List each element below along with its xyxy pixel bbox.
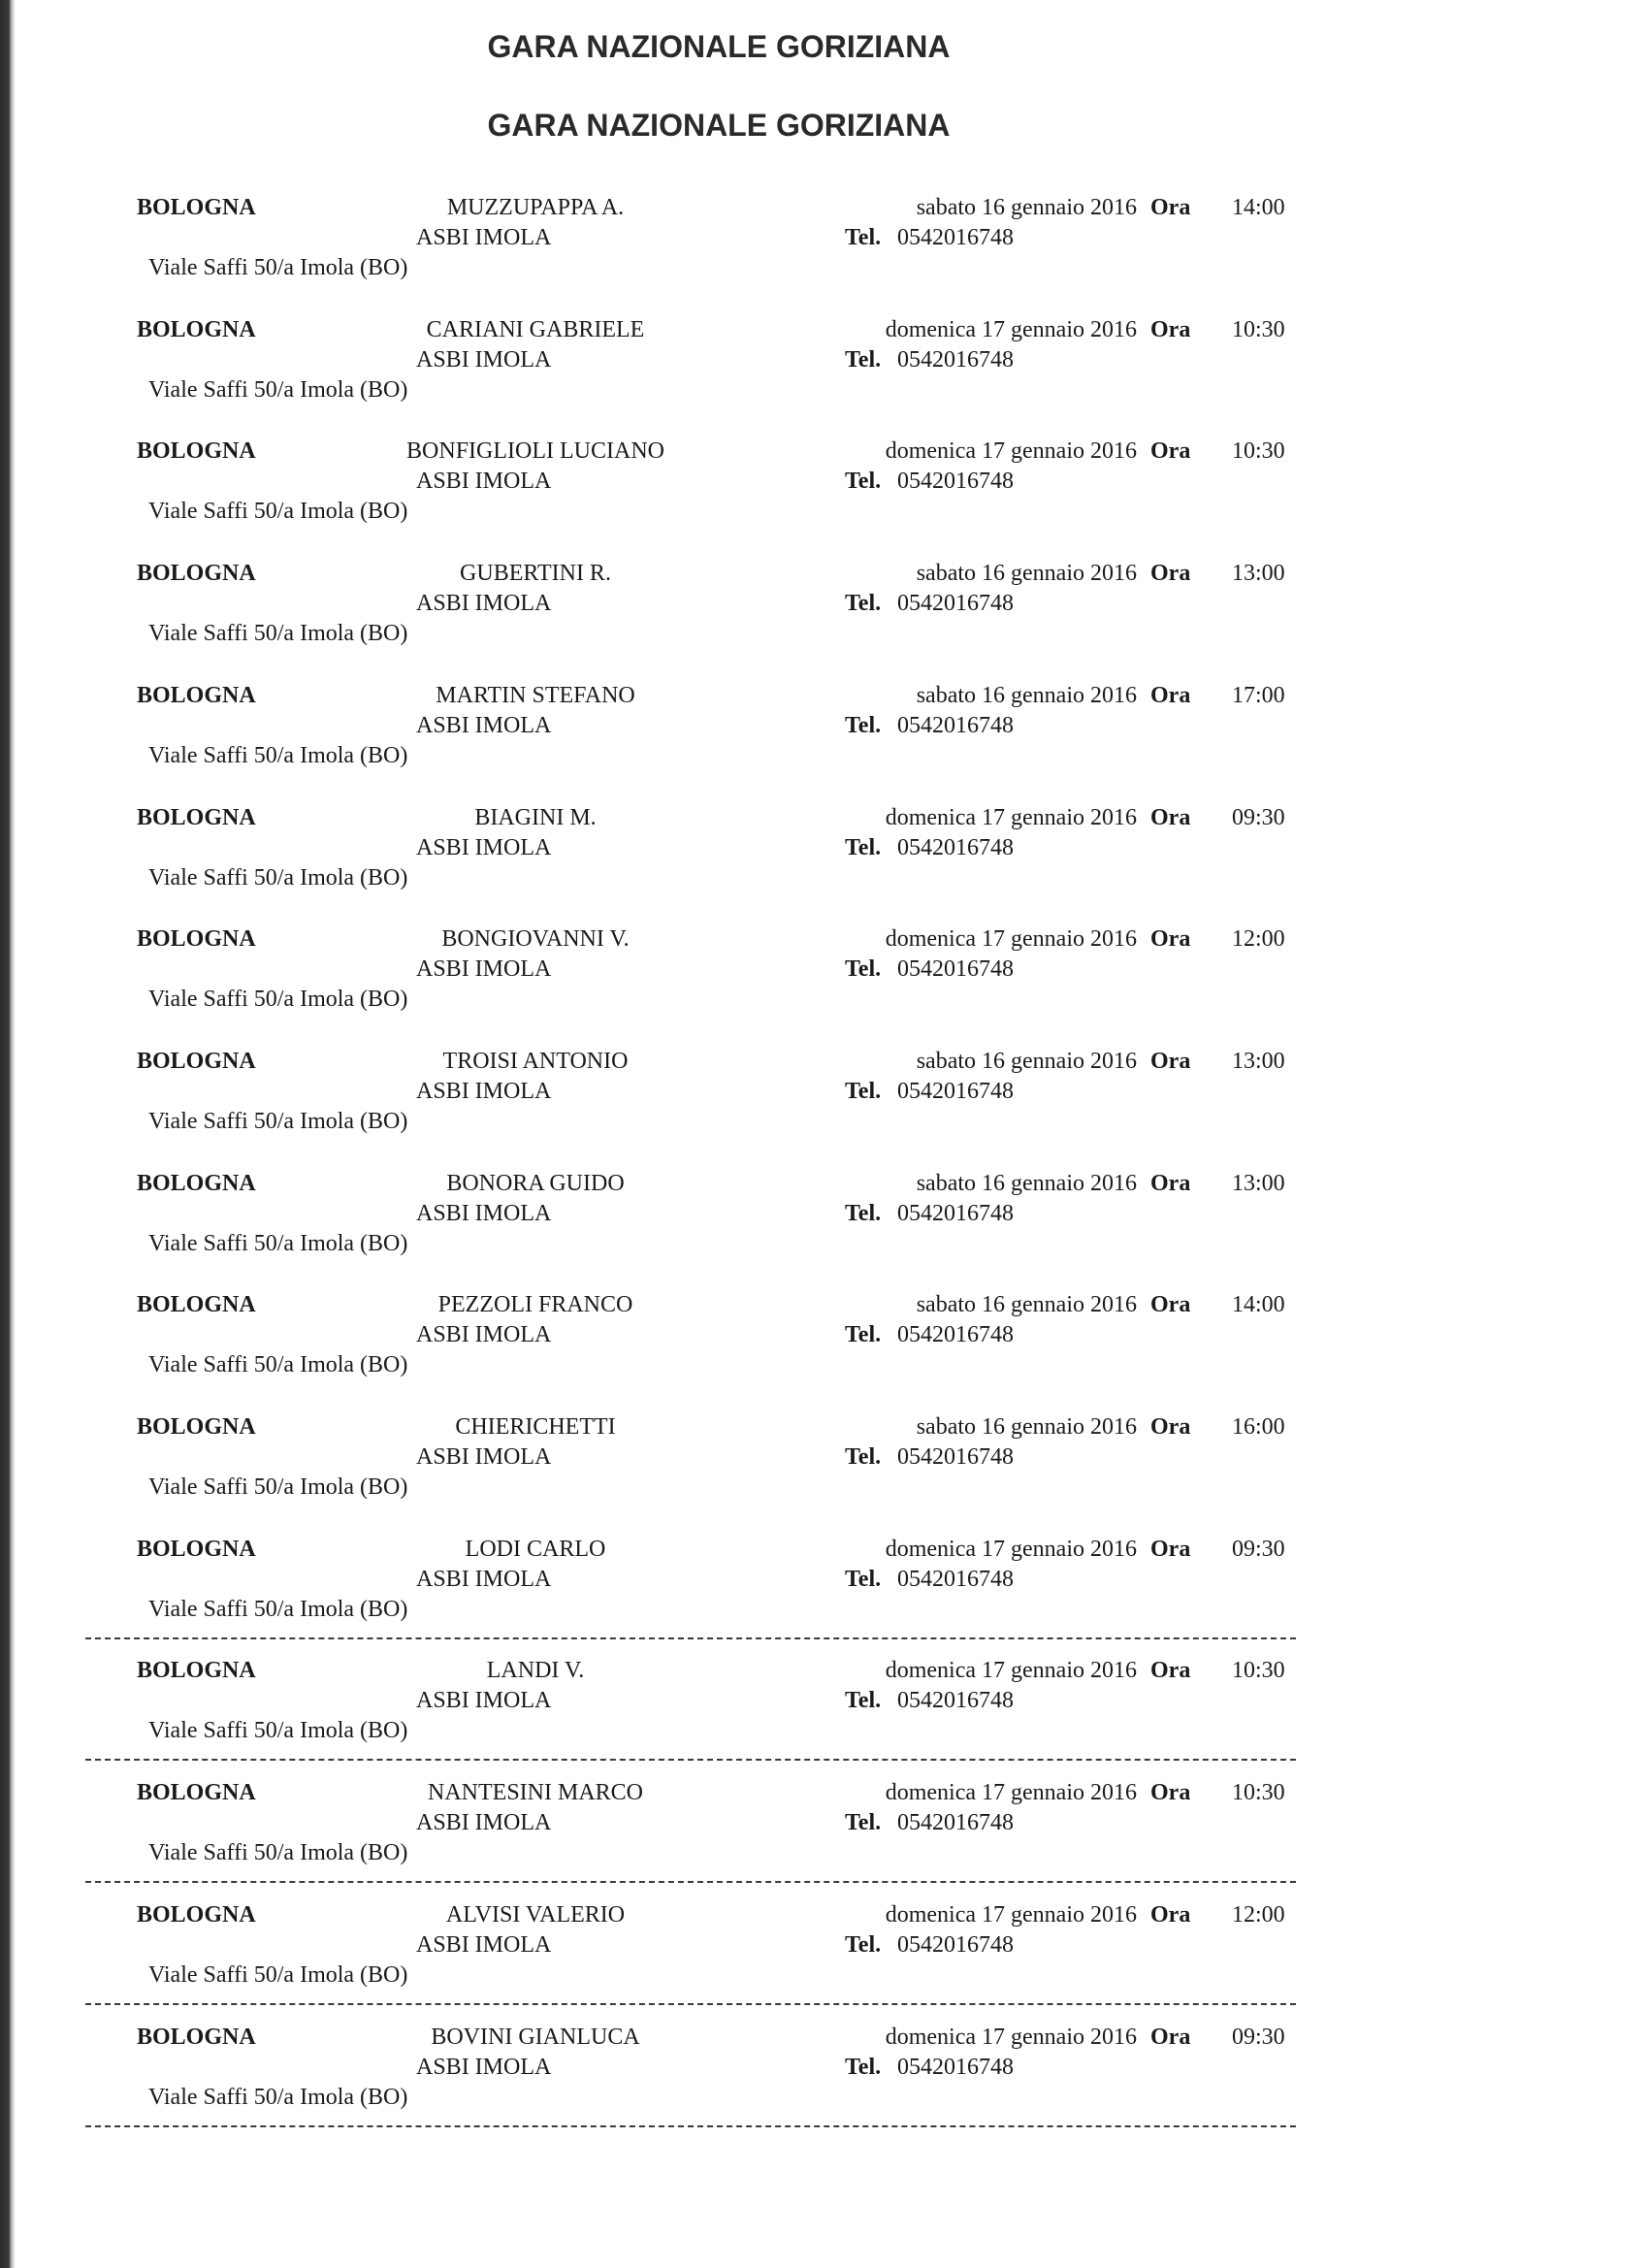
ora-label: Ora [1150, 1049, 1191, 1074]
tel-number: 0542016748 [897, 956, 1014, 982]
tel-number: 0542016748 [897, 347, 1014, 373]
tel-label: Tel. [845, 347, 882, 373]
tel-label: Tel. [845, 1810, 882, 1835]
player-name: LANDI V. [486, 1658, 585, 1683]
event-time: 10:30 [1232, 1658, 1285, 1683]
club-name: ASBI IMOLA [416, 1932, 552, 1958]
address: Viale Saffi 50/a Imola (BO) [148, 1231, 408, 1256]
city-label: BOLOGNA [137, 2025, 256, 2050]
event-time: 13:00 [1232, 1049, 1285, 1074]
ora-label: Ora [1150, 1292, 1191, 1317]
tel-number: 0542016748 [897, 2055, 1014, 2080]
address: Viale Saffi 50/a Imola (BO) [148, 1352, 408, 1377]
city-label: BOLOGNA [137, 1414, 256, 1440]
club-name: ASBI IMOLA [416, 1567, 552, 1592]
dashed-separator [85, 2003, 1296, 2005]
tel-label: Tel. [845, 713, 882, 738]
tel-label: Tel. [845, 2055, 882, 2080]
player-name: BOVINI GIANLUCA [431, 2025, 640, 2050]
address: Viale Saffi 50/a Imola (BO) [148, 1840, 408, 1865]
city-label: BOLOGNA [137, 561, 256, 586]
address: Viale Saffi 50/a Imola (BO) [148, 865, 408, 891]
tel-number: 0542016748 [897, 1322, 1014, 1347]
city-label: BOLOGNA [137, 438, 256, 464]
tel-number: 0542016748 [897, 1079, 1014, 1104]
event-date: sabato 16 gennaio 2016 [916, 1171, 1137, 1196]
club-name: ASBI IMOLA [416, 1079, 552, 1104]
tel-label: Tel. [845, 469, 882, 494]
club-name: ASBI IMOLA [416, 2055, 552, 2080]
dashed-separator [85, 2125, 1296, 2127]
player-name: NANTESINI MARCO [428, 1780, 643, 1805]
tel-number: 0542016748 [897, 1444, 1014, 1470]
club-name: ASBI IMOLA [416, 469, 552, 494]
address: Viale Saffi 50/a Imola (BO) [148, 2085, 408, 2110]
event-time: 10:30 [1232, 438, 1285, 464]
event-time: 17:00 [1232, 683, 1285, 708]
tel-label: Tel. [845, 1322, 882, 1347]
list-item [0, 2023, 1649, 2129]
event-time: 09:30 [1232, 2025, 1285, 2050]
tel-label: Tel. [845, 956, 882, 982]
tel-number: 0542016748 [897, 713, 1014, 738]
city-label: BOLOGNA [137, 683, 256, 708]
address: Viale Saffi 50/a Imola (BO) [148, 255, 408, 280]
tel-number: 0542016748 [897, 469, 1014, 494]
tel-number: 0542016748 [897, 1201, 1014, 1226]
tel-label: Tel. [845, 1079, 882, 1104]
address: Viale Saffi 50/a Imola (BO) [148, 743, 408, 768]
ora-label: Ora [1150, 561, 1191, 586]
event-date: domenica 17 gennaio 2016 [885, 2025, 1137, 2050]
list-item [0, 559, 1649, 665]
player-name: LODI CARLO [465, 1537, 606, 1562]
event-date: domenica 17 gennaio 2016 [885, 1658, 1137, 1683]
player-name: MARTIN STEFANO [436, 683, 635, 708]
club-name: ASBI IMOLA [416, 1201, 552, 1226]
event-time: 12:00 [1232, 926, 1285, 952]
tel-label: Tel. [845, 1688, 882, 1713]
city-label: BOLOGNA [137, 805, 256, 830]
tel-label: Tel. [845, 1567, 882, 1592]
ora-label: Ora [1150, 317, 1191, 342]
event-time: 13:00 [1232, 561, 1285, 586]
ora-label: Ora [1150, 926, 1191, 952]
tel-label: Tel. [845, 1932, 882, 1958]
club-name: ASBI IMOLA [416, 835, 552, 860]
city-label: BOLOGNA [137, 317, 256, 342]
event-time: 09:30 [1232, 1537, 1285, 1562]
player-name: BIAGINI M. [474, 805, 597, 830]
list-item [0, 1535, 1649, 1641]
address: Viale Saffi 50/a Imola (BO) [148, 621, 408, 646]
player-name: CHIERICHETTI [455, 1414, 616, 1440]
list-item [0, 437, 1649, 543]
city-label: BOLOGNA [137, 195, 256, 220]
event-time: 13:00 [1232, 1171, 1285, 1196]
tel-number: 0542016748 [897, 1932, 1014, 1958]
list-item [0, 803, 1649, 910]
club-name: ASBI IMOLA [416, 1810, 552, 1835]
city-label: BOLOGNA [137, 1292, 256, 1317]
city-label: BOLOGNA [137, 1171, 256, 1196]
club-name: ASBI IMOLA [416, 225, 552, 250]
event-time: 14:00 [1232, 1292, 1285, 1317]
dashed-separator [85, 1637, 1296, 1639]
list-item [0, 315, 1649, 422]
tel-number: 0542016748 [897, 1567, 1014, 1592]
city-label: BOLOGNA [137, 1049, 256, 1074]
document-title: GARA NAZIONALE GORIZIANA [487, 29, 951, 64]
address: Viale Saffi 50/a Imola (BO) [148, 1474, 408, 1500]
event-time: 10:30 [1232, 1780, 1285, 1805]
event-date: domenica 17 gennaio 2016 [885, 805, 1137, 830]
address: Viale Saffi 50/a Imola (BO) [148, 1718, 408, 1743]
club-name: ASBI IMOLA [416, 1322, 552, 1347]
dashed-separator [85, 1881, 1296, 1883]
club-name: ASBI IMOLA [416, 347, 552, 373]
player-name: ALVISI VALERIO [445, 1902, 626, 1928]
ora-label: Ora [1150, 1780, 1191, 1805]
list-item [0, 924, 1649, 1031]
player-name: BONFIGLIOLI LUCIANO [406, 438, 664, 464]
tel-number: 0542016748 [897, 1810, 1014, 1835]
player-name: GUBERTINI R. [460, 561, 611, 586]
ora-label: Ora [1150, 1537, 1191, 1562]
ora-label: Ora [1150, 1902, 1191, 1928]
event-date: sabato 16 gennaio 2016 [916, 1414, 1137, 1440]
tel-label: Tel. [845, 835, 882, 860]
address: Viale Saffi 50/a Imola (BO) [148, 987, 408, 1012]
event-date: sabato 16 gennaio 2016 [916, 561, 1137, 586]
event-date: domenica 17 gennaio 2016 [885, 1902, 1137, 1928]
city-label: BOLOGNA [137, 1658, 256, 1683]
player-name: TROISI ANTONIO [442, 1049, 629, 1074]
club-name: ASBI IMOLA [416, 956, 552, 982]
list-item [0, 1656, 1649, 1763]
player-name: BONORA GUIDO [446, 1171, 625, 1196]
ora-label: Ora [1150, 2025, 1191, 2050]
tel-number: 0542016748 [897, 225, 1014, 250]
dashed-separator [85, 1759, 1296, 1761]
list-item [0, 1900, 1649, 2007]
list-item [0, 1290, 1649, 1397]
tel-number: 0542016748 [897, 591, 1014, 616]
event-date: sabato 16 gennaio 2016 [916, 683, 1137, 708]
event-date: sabato 16 gennaio 2016 [916, 1049, 1137, 1074]
player-name: BONGIOVANNI V. [441, 926, 630, 952]
player-name: PEZZOLI FRANCO [437, 1292, 633, 1317]
document-subtitle: GARA NAZIONALE GORIZIANA [487, 108, 951, 143]
event-date: sabato 16 gennaio 2016 [916, 195, 1137, 220]
event-time: 10:30 [1232, 317, 1285, 342]
event-time: 16:00 [1232, 1414, 1285, 1440]
player-name: CARIANI GABRIELE [426, 317, 645, 342]
event-date: sabato 16 gennaio 2016 [916, 1292, 1137, 1317]
ora-label: Ora [1150, 1658, 1191, 1683]
ora-label: Ora [1150, 195, 1191, 220]
list-item [0, 681, 1649, 788]
city-label: BOLOGNA [137, 1780, 256, 1805]
list-item [0, 1778, 1649, 1885]
tel-label: Tel. [845, 225, 882, 250]
tel-number: 0542016748 [897, 835, 1014, 860]
tel-label: Tel. [845, 1444, 882, 1470]
event-date: domenica 17 gennaio 2016 [885, 1537, 1137, 1562]
event-date: domenica 17 gennaio 2016 [885, 317, 1137, 342]
event-time: 09:30 [1232, 805, 1285, 830]
address: Viale Saffi 50/a Imola (BO) [148, 1597, 408, 1622]
tel-label: Tel. [845, 591, 882, 616]
ora-label: Ora [1150, 683, 1191, 708]
list-item [0, 1412, 1649, 1519]
tel-number: 0542016748 [897, 1688, 1014, 1713]
club-name: ASBI IMOLA [416, 713, 552, 738]
ora-label: Ora [1150, 438, 1191, 464]
event-date: domenica 17 gennaio 2016 [885, 1780, 1137, 1805]
club-name: ASBI IMOLA [416, 591, 552, 616]
city-label: BOLOGNA [137, 1537, 256, 1562]
event-time: 12:00 [1232, 1902, 1285, 1928]
address: Viale Saffi 50/a Imola (BO) [148, 1109, 408, 1134]
ora-label: Ora [1150, 805, 1191, 830]
club-name: ASBI IMOLA [416, 1444, 552, 1470]
address: Viale Saffi 50/a Imola (BO) [148, 499, 408, 524]
list-item [0, 1169, 1649, 1276]
ora-label: Ora [1150, 1171, 1191, 1196]
event-time: 14:00 [1232, 195, 1285, 220]
city-label: BOLOGNA [137, 1902, 256, 1928]
event-date: domenica 17 gennaio 2016 [885, 926, 1137, 952]
player-name: MUZZUPAPPA A. [446, 195, 625, 220]
city-label: BOLOGNA [137, 926, 256, 952]
list-item [0, 1047, 1649, 1153]
tel-label: Tel. [845, 1201, 882, 1226]
ora-label: Ora [1150, 1414, 1191, 1440]
club-name: ASBI IMOLA [416, 1688, 552, 1713]
address: Viale Saffi 50/a Imola (BO) [148, 1962, 408, 1988]
address: Viale Saffi 50/a Imola (BO) [148, 377, 408, 403]
event-date: domenica 17 gennaio 2016 [885, 438, 1137, 464]
list-item [0, 193, 1649, 300]
